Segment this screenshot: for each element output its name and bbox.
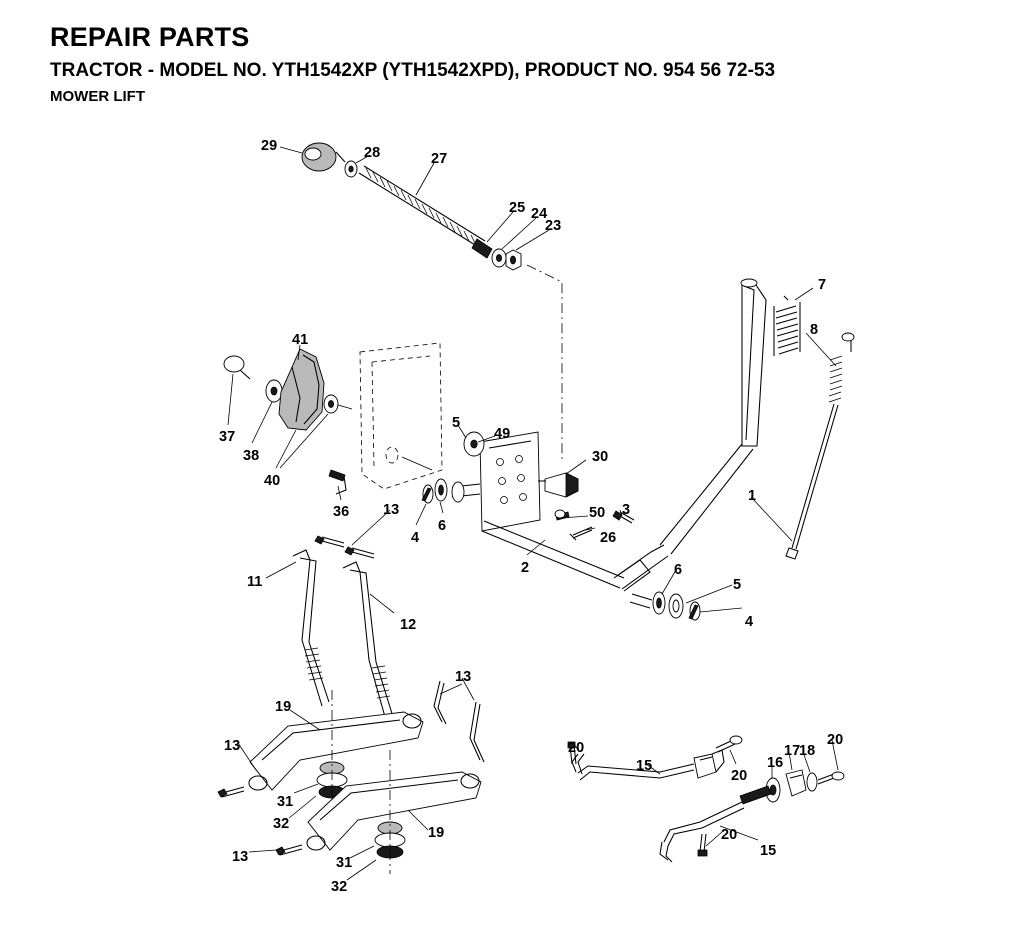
callout-4-right: 4	[745, 614, 754, 630]
callout-11: 11	[247, 574, 263, 590]
callout-29: 29	[261, 138, 278, 154]
callout-4-left: 4	[411, 530, 420, 546]
callout-3: 3	[622, 502, 631, 518]
callout-32-upper: 32	[273, 816, 290, 832]
callout-13-mid: 13	[455, 669, 472, 685]
callout-32-lower: 32	[331, 879, 348, 895]
callout-16: 16	[767, 755, 784, 771]
callout-19-upper: 19	[275, 699, 292, 715]
callout-30: 30	[592, 449, 609, 465]
spring-7	[774, 296, 800, 356]
callout-8: 8	[810, 322, 819, 338]
callout-20-bottom: 20	[721, 827, 738, 843]
callout-19-lower: 19	[428, 825, 445, 841]
callout-26: 26	[600, 530, 617, 546]
callout-20-mid: 20	[731, 768, 748, 784]
callout-50: 50	[589, 505, 606, 521]
callout-28: 28	[364, 145, 381, 161]
model-line: TRACTOR - MODEL NO. YTH1542XP (YTH1542XPD), PRODUCT NO. 954 56 72-53	[50, 60, 776, 81]
callout-2: 2	[521, 560, 530, 576]
lift-links	[293, 536, 394, 724]
callout-36: 36	[333, 504, 350, 520]
callout-49: 49	[494, 426, 511, 442]
hidden-plate	[360, 343, 442, 489]
callout-31-lower: 31	[336, 855, 353, 871]
callout-18: 18	[799, 743, 816, 759]
page-title: REPAIR PARTS	[50, 22, 250, 52]
callout-37: 37	[219, 429, 236, 445]
callout-40: 40	[264, 473, 281, 489]
callout-15-upper: 15	[636, 758, 653, 774]
callout-24: 24	[531, 206, 548, 222]
callout-1: 1	[748, 488, 757, 504]
clip-36	[329, 470, 346, 494]
callout-17: 17	[784, 743, 801, 759]
callout-6-left: 6	[438, 518, 447, 534]
callout-15-lower: 15	[760, 843, 777, 859]
callout-20-right: 20	[827, 732, 844, 748]
callout-5-upper: 5	[452, 415, 461, 431]
knob-assembly	[224, 349, 352, 430]
callout-6-right: 6	[674, 562, 683, 578]
callout-25: 25	[509, 200, 526, 216]
lift-handle	[741, 279, 854, 559]
section-title: MOWER LIFT	[50, 88, 145, 105]
callout-27: 27	[431, 151, 448, 167]
callout-12: 12	[400, 617, 417, 633]
callout-38: 38	[243, 448, 260, 464]
callout-23: 23	[545, 218, 562, 234]
callout-13-left: 13	[224, 738, 241, 754]
callout-41: 41	[292, 332, 309, 348]
callout-13-upper: 13	[383, 502, 400, 518]
callout-31-upper: 31	[277, 794, 294, 810]
lift-frame	[422, 432, 753, 620]
spring-8	[829, 356, 842, 402]
callout-5-right: 5	[733, 577, 742, 593]
callout-13-lower: 13	[232, 849, 249, 865]
lift-arms	[218, 681, 484, 874]
lift-rod-assembly	[302, 143, 562, 460]
callout-7: 7	[818, 277, 827, 293]
callout-20-left: 20	[568, 740, 585, 756]
